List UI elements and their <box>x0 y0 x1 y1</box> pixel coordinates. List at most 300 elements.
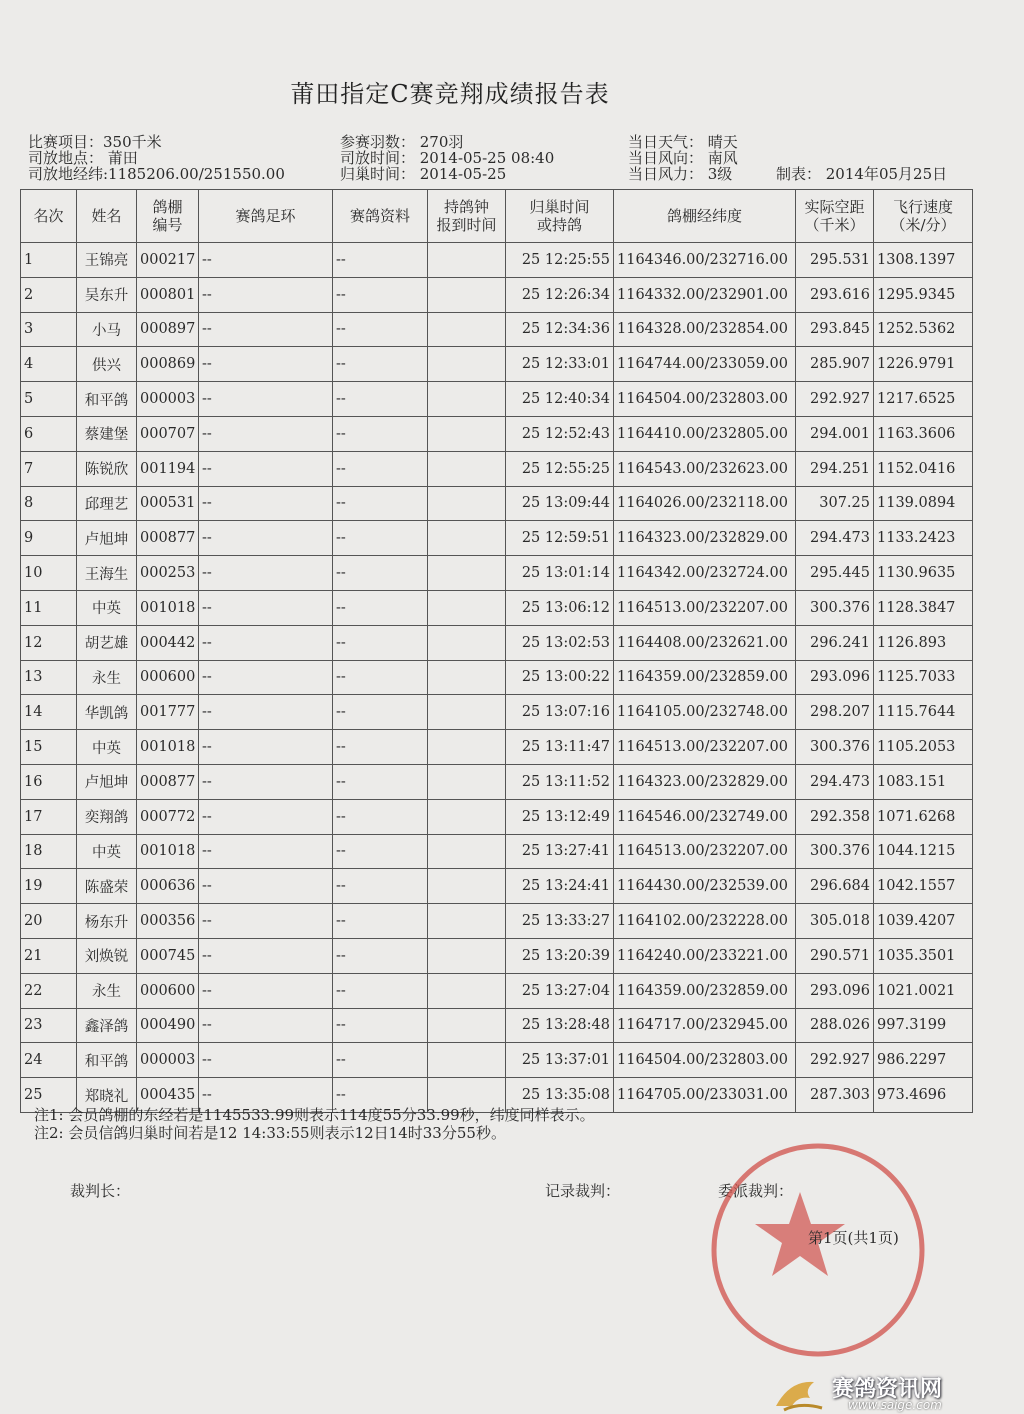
cell-name: 供兴 <box>77 347 137 382</box>
cell-distance: 287.303 <box>796 1078 874 1113</box>
wind-force: 当日风力： 3级 <box>628 165 733 183</box>
cell-loft: 000877 <box>137 764 199 799</box>
site-watermark <box>770 1372 1024 1414</box>
col-return-header: 归巢时间 或持鸽 <box>506 190 614 243</box>
cell-name: 杨东升 <box>77 904 137 939</box>
col-rank-header: 名次 <box>21 190 77 243</box>
table-row <box>21 660 973 695</box>
watermark-name: 赛鸽资讯网 <box>832 1377 943 1402</box>
cell-clock <box>428 382 506 417</box>
cell-info: -- <box>333 1043 428 1078</box>
cell-clock <box>428 938 506 973</box>
cell-loft: 000435 <box>137 1078 199 1113</box>
cell-ring: -- <box>199 660 333 695</box>
cell-rank: 25 <box>21 1078 77 1113</box>
table-row <box>21 695 973 730</box>
col-loft-header: 鸽棚 编号 <box>137 190 199 243</box>
cell-ring: -- <box>199 347 333 382</box>
cell-ring: -- <box>199 1043 333 1078</box>
cell-time: 25 13:35:08 <box>506 1078 614 1113</box>
cell-ring: -- <box>199 486 333 521</box>
table-row <box>21 347 973 382</box>
cell-ring: -- <box>199 451 333 486</box>
cell-time: 25 13:28:48 <box>506 1008 614 1043</box>
watermark-url: www.saige.com <box>848 1398 942 1412</box>
wind-direction: 当日风向： 南风 <box>628 149 738 167</box>
cell-info: -- <box>333 660 428 695</box>
cell-rank: 9 <box>21 521 77 556</box>
cell-info: -- <box>333 521 428 556</box>
cell-time: 25 13:00:22 <box>506 660 614 695</box>
cell-info: -- <box>333 243 428 278</box>
cell-distance: 296.684 <box>796 869 874 904</box>
cell-rank: 13 <box>21 660 77 695</box>
cell-clock <box>428 1008 506 1043</box>
cell-ring: -- <box>199 556 333 591</box>
release-coords: 司放地经纬:1185206.00/251550.00 <box>28 165 285 183</box>
cell-name: 中英 <box>77 730 137 765</box>
cell-speed: 1163.3606 <box>874 416 973 451</box>
cell-distance: 294.251 <box>796 451 874 486</box>
cell-distance: 295.445 <box>796 556 874 591</box>
note-1: 注1: 会员鸽棚的东经若是1145533.99则表示114度55分33.99秒，纬度同样表示。 <box>34 1106 595 1124</box>
cell-name: 王海生 <box>77 556 137 591</box>
participant-count: 参赛羽数： 270羽 <box>340 133 464 151</box>
table-row <box>21 938 973 973</box>
cell-time: 25 13:27:04 <box>506 973 614 1008</box>
cell-loft: 001018 <box>137 590 199 625</box>
cell-loft: 000772 <box>137 799 199 834</box>
cell-coords: 1164323.00/232829.00 <box>614 521 796 556</box>
table-row <box>21 312 973 347</box>
cell-name: 永生 <box>77 660 137 695</box>
cell-distance: 294.473 <box>796 521 874 556</box>
cell-name: 中英 <box>77 590 137 625</box>
weather: 当日天气： 晴天 <box>628 133 738 151</box>
cell-clock <box>428 312 506 347</box>
release-place: 司放地点： 莆田 <box>28 149 138 167</box>
cell-time: 25 13:07:16 <box>506 695 614 730</box>
cell-loft: 000356 <box>137 904 199 939</box>
col-name-header: 姓名 <box>77 190 137 243</box>
cell-rank: 22 <box>21 973 77 1008</box>
cell-speed: 1126.893 <box>874 625 973 660</box>
cell-speed: 1071.6268 <box>874 799 973 834</box>
cell-ring: -- <box>199 243 333 278</box>
cell-rank: 21 <box>21 938 77 973</box>
report-title: 莆田指定C赛竞翔成绩报告表 <box>290 80 610 108</box>
cell-loft: 000003 <box>137 382 199 417</box>
cell-rank: 7 <box>21 451 77 486</box>
cell-clock <box>428 660 506 695</box>
cell-coords: 1164513.00/232207.00 <box>614 834 796 869</box>
cell-clock <box>428 243 506 278</box>
cell-rank: 8 <box>21 486 77 521</box>
cell-ring: -- <box>199 764 333 799</box>
cell-name: 王锦亮 <box>77 243 137 278</box>
table-row <box>21 556 973 591</box>
cell-clock <box>428 869 506 904</box>
cell-speed: 1044.1215 <box>874 834 973 869</box>
cell-loft: 000003 <box>137 1043 199 1078</box>
cell-time: 25 13:24:41 <box>506 869 614 904</box>
cell-coords: 1164359.00/232859.00 <box>614 973 796 1008</box>
cell-speed: 1130.9635 <box>874 556 973 591</box>
cell-info: -- <box>333 764 428 799</box>
cell-coords: 1164504.00/232803.00 <box>614 1043 796 1078</box>
cell-time: 25 13:09:44 <box>506 486 614 521</box>
cell-clock <box>428 451 506 486</box>
table-row <box>21 451 973 486</box>
cell-clock <box>428 799 506 834</box>
race-item: 比赛项目：350千米 <box>28 133 162 151</box>
cell-ring: -- <box>199 834 333 869</box>
cell-time: 25 13:20:39 <box>506 938 614 973</box>
cell-clock <box>428 521 506 556</box>
cell-coords: 1164543.00/232623.00 <box>614 451 796 486</box>
cell-name: 蔡建堡 <box>77 416 137 451</box>
cell-clock <box>428 347 506 382</box>
table-row <box>21 764 973 799</box>
cell-clock <box>428 730 506 765</box>
cell-rank: 19 <box>21 869 77 904</box>
cell-name: 吴东升 <box>77 277 137 312</box>
cell-name: 永生 <box>77 973 137 1008</box>
cell-name: 和平鸽 <box>77 382 137 417</box>
cell-coords: 1164346.00/232716.00 <box>614 243 796 278</box>
cell-speed: 1252.5362 <box>874 312 973 347</box>
table-row <box>21 277 973 312</box>
cell-time: 25 13:02:53 <box>506 625 614 660</box>
table-row <box>21 625 973 660</box>
cell-name: 中英 <box>77 834 137 869</box>
cell-distance: 296.241 <box>796 625 874 660</box>
cell-speed: 986.2297 <box>874 1043 973 1078</box>
cell-rank: 18 <box>21 834 77 869</box>
cell-time: 25 12:52:43 <box>506 416 614 451</box>
cell-speed: 1226.9791 <box>874 347 973 382</box>
cell-rank: 3 <box>21 312 77 347</box>
results-table <box>20 189 973 1113</box>
cell-loft: 000600 <box>137 660 199 695</box>
release-time: 司放时间： 2014-05-25 08:40 <box>340 149 555 167</box>
cell-clock <box>428 695 506 730</box>
table-row <box>21 521 973 556</box>
cell-name: 华凯鸽 <box>77 695 137 730</box>
cell-speed: 1125.7033 <box>874 660 973 695</box>
cell-coords: 1164359.00/232859.00 <box>614 660 796 695</box>
cell-info: -- <box>333 486 428 521</box>
cell-rank: 5 <box>21 382 77 417</box>
cell-loft: 000217 <box>137 243 199 278</box>
cell-speed: 973.4696 <box>874 1078 973 1113</box>
cell-distance: 292.927 <box>796 382 874 417</box>
cell-info: -- <box>333 277 428 312</box>
cell-coords: 1164323.00/232829.00 <box>614 764 796 799</box>
cell-speed: 1217.6525 <box>874 382 973 417</box>
cell-speed: 1105.2053 <box>874 730 973 765</box>
col-coords-header: 鸽棚经纬度 <box>614 190 796 243</box>
cell-clock <box>428 590 506 625</box>
cell-ring: -- <box>199 904 333 939</box>
cell-distance: 307.25 <box>796 486 874 521</box>
cell-rank: 23 <box>21 1008 77 1043</box>
cell-rank: 16 <box>21 764 77 799</box>
cell-time: 25 12:40:34 <box>506 382 614 417</box>
table-row <box>21 486 973 521</box>
cell-speed: 1133.2423 <box>874 521 973 556</box>
cell-speed: 997.3199 <box>874 1008 973 1043</box>
cell-coords: 1164240.00/233221.00 <box>614 938 796 973</box>
cell-distance: 300.376 <box>796 590 874 625</box>
cell-loft: 000531 <box>137 486 199 521</box>
cell-time: 25 12:55:25 <box>506 451 614 486</box>
note-2: 注2: 会员信鸽归巢时间若是12 14:33:55则表示12日14时33分55秒。 <box>34 1124 506 1142</box>
col-info-header: 赛鸽资料 <box>333 190 428 243</box>
cell-info: -- <box>333 451 428 486</box>
cell-speed: 1035.3501 <box>874 938 973 973</box>
notes <box>34 1106 595 1142</box>
col-distance-header: 实际空距 （千米） <box>796 190 874 243</box>
cell-clock <box>428 834 506 869</box>
cell-info: -- <box>333 730 428 765</box>
cell-time: 25 12:59:51 <box>506 521 614 556</box>
cell-speed: 1039.4207 <box>874 904 973 939</box>
cell-loft: 000745 <box>137 938 199 973</box>
cell-time: 25 13:01:14 <box>506 556 614 591</box>
cell-clock <box>428 904 506 939</box>
cell-loft: 001194 <box>137 451 199 486</box>
cell-coords: 1164430.00/232539.00 <box>614 869 796 904</box>
table-row <box>21 730 973 765</box>
cell-speed: 1152.0416 <box>874 451 973 486</box>
cell-ring: -- <box>199 312 333 347</box>
cell-name: 胡艺雄 <box>77 625 137 660</box>
cell-info: -- <box>333 312 428 347</box>
cell-info: -- <box>333 938 428 973</box>
cell-name: 陈盛荣 <box>77 869 137 904</box>
cell-name: 鑫泽鸽 <box>77 1008 137 1043</box>
cell-coords: 1164026.00/232118.00 <box>614 486 796 521</box>
cell-speed: 1021.0021 <box>874 973 973 1008</box>
cell-ring: -- <box>199 695 333 730</box>
cell-coords: 1164410.00/232805.00 <box>614 416 796 451</box>
table-row <box>21 904 973 939</box>
cell-ring: -- <box>199 799 333 834</box>
cell-loft: 000253 <box>137 556 199 591</box>
cell-ring: -- <box>199 1008 333 1043</box>
cell-ring: -- <box>199 938 333 973</box>
cell-info: -- <box>333 799 428 834</box>
header-row <box>21 190 973 243</box>
chief-judge-label: 裁判长： <box>70 1182 131 1200</box>
made-date: 制表： 2014年05月25日 <box>776 165 948 183</box>
cell-rank: 17 <box>21 799 77 834</box>
cell-loft: 000636 <box>137 869 199 904</box>
col-speed-header: 飞行速度 （米/分） <box>874 190 973 243</box>
cell-rank: 4 <box>21 347 77 382</box>
cell-rank: 11 <box>21 590 77 625</box>
table-row <box>21 382 973 417</box>
cell-ring: -- <box>199 625 333 660</box>
cell-clock <box>428 277 506 312</box>
cell-distance: 293.096 <box>796 973 874 1008</box>
cell-time: 25 13:27:41 <box>506 834 614 869</box>
cell-name: 郑晓礼 <box>77 1078 137 1113</box>
cell-name: 邱理艺 <box>77 486 137 521</box>
cell-time: 25 12:33:01 <box>506 347 614 382</box>
cell-loft: 001777 <box>137 695 199 730</box>
cell-info: -- <box>333 347 428 382</box>
cell-rank: 24 <box>21 1043 77 1078</box>
cell-info: -- <box>333 695 428 730</box>
table-row <box>21 243 973 278</box>
cell-distance: 300.376 <box>796 730 874 765</box>
cell-speed: 1295.9345 <box>874 277 973 312</box>
table-row <box>21 1043 973 1078</box>
cell-info: -- <box>333 556 428 591</box>
cell-ring: -- <box>199 1078 333 1113</box>
col-clock-header: 持鸽钟 报到时间 <box>428 190 506 243</box>
cell-rank: 14 <box>21 695 77 730</box>
cell-name: 卢旭坤 <box>77 764 137 799</box>
cell-coords: 1164513.00/232207.00 <box>614 730 796 765</box>
cell-rank: 2 <box>21 277 77 312</box>
cell-ring: -- <box>199 973 333 1008</box>
cell-clock <box>428 416 506 451</box>
cell-info: -- <box>333 904 428 939</box>
cell-name: 陈锐欣 <box>77 451 137 486</box>
cell-rank: 6 <box>21 416 77 451</box>
cell-coords: 1164504.00/232803.00 <box>614 382 796 417</box>
cell-loft: 000707 <box>137 416 199 451</box>
cell-ring: -- <box>199 869 333 904</box>
cell-coords: 1164105.00/232748.00 <box>614 695 796 730</box>
cell-time: 25 13:33:27 <box>506 904 614 939</box>
cell-loft: 001018 <box>137 834 199 869</box>
cell-info: -- <box>333 416 428 451</box>
cell-name: 卢旭坤 <box>77 521 137 556</box>
table-row <box>21 1008 973 1043</box>
cell-rank: 1 <box>21 243 77 278</box>
cell-loft: 000442 <box>137 625 199 660</box>
cell-loft: 000897 <box>137 312 199 347</box>
cell-time: 25 13:12:49 <box>506 799 614 834</box>
cell-info: -- <box>333 1078 428 1113</box>
return-time: 归巢时间： 2014-05-25 <box>340 165 507 183</box>
col-ring-header: 赛鸽足环 <box>199 190 333 243</box>
cell-ring: -- <box>199 416 333 451</box>
cell-distance: 298.207 <box>796 695 874 730</box>
table-row <box>21 416 973 451</box>
cell-distance: 288.026 <box>796 1008 874 1043</box>
cell-clock <box>428 973 506 1008</box>
cell-name: 奕翔鸽 <box>77 799 137 834</box>
cell-distance: 294.001 <box>796 416 874 451</box>
cell-time: 25 12:26:34 <box>506 277 614 312</box>
cell-speed: 1042.1557 <box>874 869 973 904</box>
cell-rank: 15 <box>21 730 77 765</box>
cell-rank: 12 <box>21 625 77 660</box>
cell-speed: 1128.3847 <box>874 590 973 625</box>
cell-ring: -- <box>199 382 333 417</box>
cell-time: 25 13:11:47 <box>506 730 614 765</box>
cell-clock <box>428 625 506 660</box>
cell-name: 和平鸽 <box>77 1043 137 1078</box>
cell-coords: 1164546.00/232749.00 <box>614 799 796 834</box>
cell-ring: -- <box>199 521 333 556</box>
page-number: 第1页(共1页) <box>808 1229 899 1247</box>
table-row <box>21 869 973 904</box>
cell-speed: 1083.151 <box>874 764 973 799</box>
table-row <box>21 973 973 1008</box>
cell-ring: -- <box>199 590 333 625</box>
cell-clock <box>428 486 506 521</box>
cell-coords: 1164513.00/232207.00 <box>614 590 796 625</box>
cell-clock <box>428 1043 506 1078</box>
cell-loft: 000490 <box>137 1008 199 1043</box>
pigeon-logo-icon <box>770 1372 830 1414</box>
cell-time: 25 12:25:55 <box>506 243 614 278</box>
assigned-judge-label: 委派裁判： <box>718 1182 794 1200</box>
table-row <box>21 834 973 869</box>
results-body <box>21 243 973 1113</box>
cell-time: 25 12:34:36 <box>506 312 614 347</box>
cell-coords: 1164408.00/232621.00 <box>614 625 796 660</box>
cell-ring: -- <box>199 277 333 312</box>
cell-distance: 292.358 <box>796 799 874 834</box>
cell-distance: 293.845 <box>796 312 874 347</box>
cell-distance: 305.018 <box>796 904 874 939</box>
cell-loft: 000869 <box>137 347 199 382</box>
cell-coords: 1164328.00/232854.00 <box>614 312 796 347</box>
cell-info: -- <box>333 1008 428 1043</box>
cell-info: -- <box>333 869 428 904</box>
cell-coords: 1164102.00/232228.00 <box>614 904 796 939</box>
cell-name: 刘焕锐 <box>77 938 137 973</box>
cell-coords: 1164332.00/232901.00 <box>614 277 796 312</box>
cell-info: -- <box>333 382 428 417</box>
cell-distance: 290.571 <box>796 938 874 973</box>
cell-info: -- <box>333 834 428 869</box>
cell-clock <box>428 556 506 591</box>
cell-ring: -- <box>199 730 333 765</box>
cell-distance: 293.096 <box>796 660 874 695</box>
cell-coords: 1164342.00/232724.00 <box>614 556 796 591</box>
table-row <box>21 590 973 625</box>
cell-distance: 292.927 <box>796 1043 874 1078</box>
cell-info: -- <box>333 973 428 1008</box>
cell-clock <box>428 764 506 799</box>
table-row <box>21 799 973 834</box>
record-judge-label: 记录裁判： <box>545 1182 621 1200</box>
cell-loft: 000801 <box>137 277 199 312</box>
cell-speed: 1308.1397 <box>874 243 973 278</box>
cell-coords: 1164717.00/232945.00 <box>614 1008 796 1043</box>
cell-speed: 1115.7644 <box>874 695 973 730</box>
official-seal <box>700 1130 940 1370</box>
cell-coords: 1164705.00/233031.00 <box>614 1078 796 1113</box>
cell-distance: 293.616 <box>796 277 874 312</box>
cell-time: 25 13:11:52 <box>506 764 614 799</box>
cell-distance: 295.531 <box>796 243 874 278</box>
cell-loft: 000877 <box>137 521 199 556</box>
cell-info: -- <box>333 590 428 625</box>
cell-info: -- <box>333 625 428 660</box>
cell-distance: 285.907 <box>796 347 874 382</box>
cell-time: 25 13:06:12 <box>506 590 614 625</box>
cell-distance: 300.376 <box>796 834 874 869</box>
